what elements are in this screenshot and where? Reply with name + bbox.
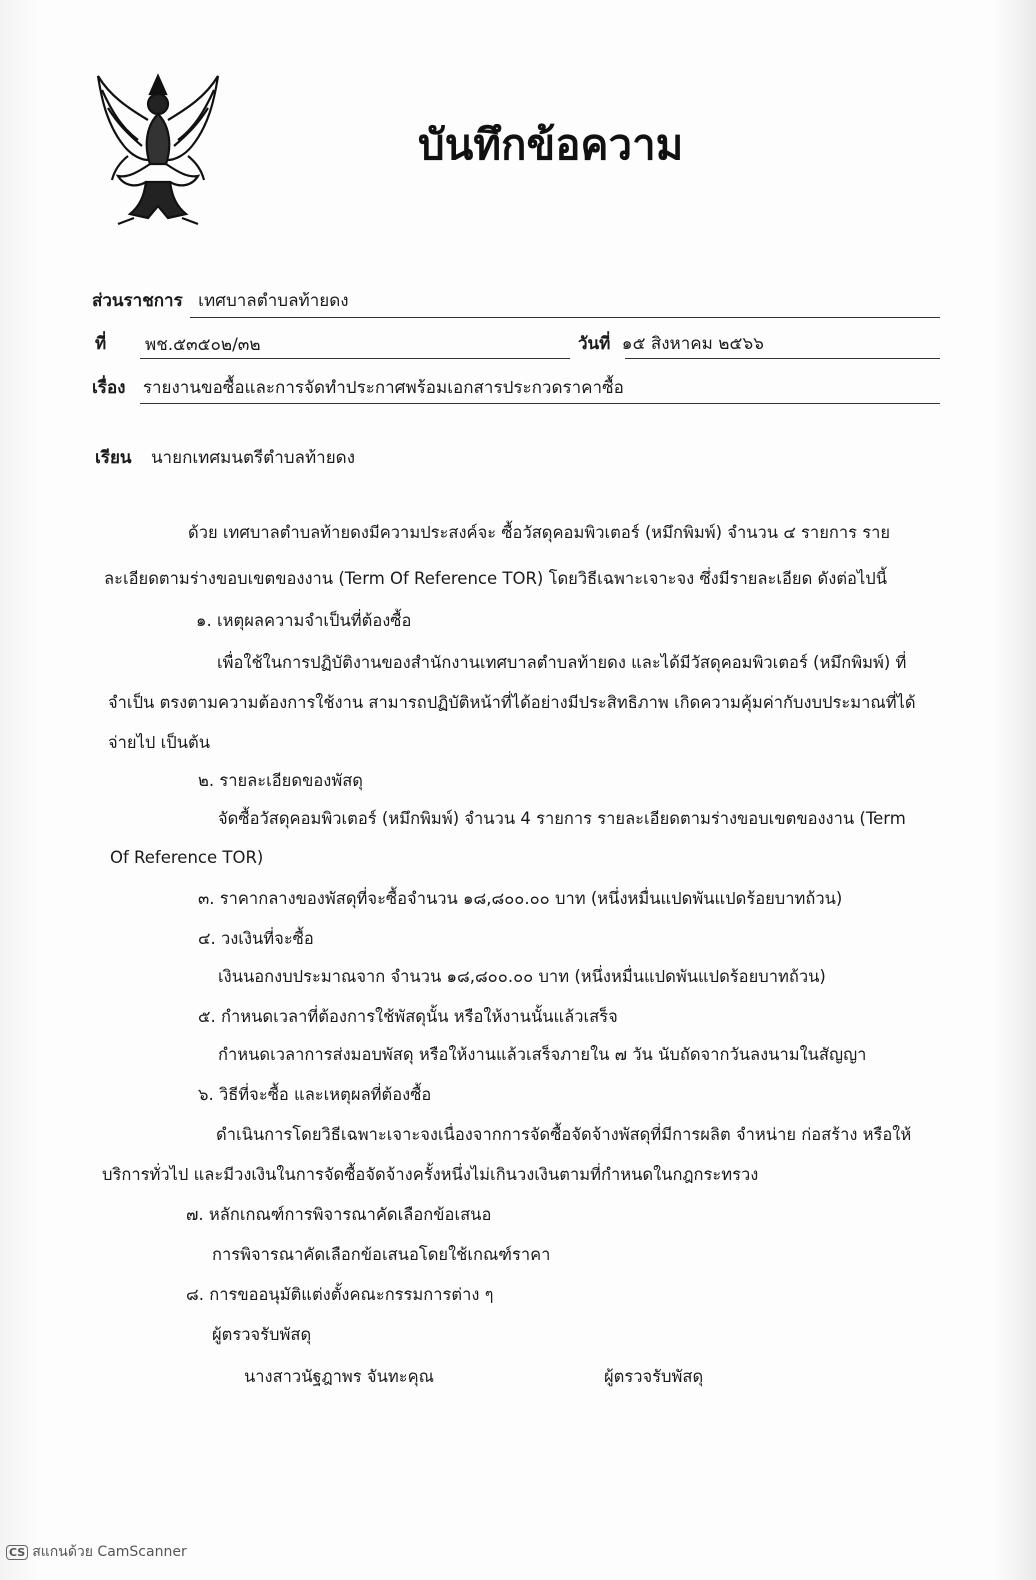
camscanner-logo-icon: CS — [6, 1545, 28, 1560]
subject-value: รายงานขอซื้อและการจัดทำประกาศพร้อมเอกสารประกวดราคาซื้อ — [142, 378, 624, 398]
section-2-heading: ๒. รายละเอียดของพัสดุ — [198, 771, 363, 790]
section-6-heading: ๖. วิธีที่จะซื้อ และเหตุผลที่ต้องซื้อ — [198, 1085, 432, 1104]
section-4-line-1: เงินนอกงบประมาณจาก จำนวน ๑๘,๘๐๐.๐๐ บาท (หนึ่งหมื่นแปดพันแปดร้อยบาทถ้วน) — [218, 967, 826, 986]
section-8-heading: ๘. การขออนุมัติแต่งตั้งคณะกรรมการต่าง ๆ — [186, 1285, 494, 1304]
section-7-heading: ๗. หลักเกณฑ์การพิจารณาคัดเลือกข้อเสนอ — [186, 1205, 492, 1224]
section-1-line-2: จำเป็น ตรงตามความต้องการใช้งาน สามารถปฏิบัติหน้าที่ได้อย่างมีประสิทธิภาพ เกิดความคุ้มค่ากับงบประมาณที่ได้ — [108, 693, 916, 712]
section-3-heading: ๓. ราคากลางของพัสดุที่จะซื้อจำนวน ๑๘,๘๐๐.๐๐ บาท (หนึ่งหมื่นแปดพันแปดร้อยบาทถ้วน) — [198, 889, 843, 908]
subject-row — [92, 374, 624, 401]
department-value: เทศบาลตำบลท้ายดง — [198, 291, 349, 311]
garuda-emblem-icon — [88, 68, 228, 228]
department-rule — [190, 317, 940, 318]
department-label: ส่วนราชการ — [92, 291, 183, 311]
scanner-watermark — [6, 1541, 187, 1563]
section-7-line-1: การพิจารณาคัดเลือกข้อเสนอโดยใช้เกณฑ์ราคา — [212, 1245, 551, 1264]
intro-line-2: ละเอียดตามร่างขอบเขตของงาน (Term Of Reference TOR) โดยวิธีเฉพาะเจาะจง ซึ่งมีรายละเอียด ดังต่อไปนี้ — [104, 569, 887, 588]
ref-rule — [140, 358, 570, 359]
section-6-line-1: ดำเนินการโดยวิธีเฉพาะเจาะจงเนื่องจากการจัดซื้อจัดจ้างพัสดุที่มีการผลิต จำหน่าย ก่อสร้าง หรือให้ — [216, 1125, 912, 1144]
ref-label: ที่ — [95, 334, 107, 354]
section-8-line-1: ผู้ตรวจรับพัสดุ — [212, 1325, 312, 1344]
section-6-line-2: บริการทั่วไป และมีวงเงินในการจัดซื้อจัดจ้างครั้งหนึ่งไม่เกินวงเงินตามที่กำหนดในกฎกระทรวง — [102, 1165, 759, 1184]
section-2-line-2: Of Reference TOR) — [110, 848, 264, 867]
date-row — [578, 330, 764, 357]
date-value: ๑๕ สิงหาคม ๒๕๖๖ — [621, 334, 764, 354]
date-label: วันที่ — [578, 334, 611, 354]
section-5-line-1: กำหนดเวลาการส่งมอบพัสดุ หรือให้งานแล้วเสร็จภายใน ๗ วัน นับถัดจากวันลงนามในสัญญา — [218, 1045, 867, 1064]
section-1-line-3: จ่ายไป เป็นต้น — [108, 733, 211, 752]
section-2-line-1: จัดซื้อวัสดุคอมพิวเตอร์ (หมึกพิมพ์) จำนวน 4 รายการ รายละเอียดตามร่างขอบเขตของงาน (Term — [218, 809, 906, 828]
section-1-line-1: เพื่อใช้ในการปฏิบัติงานของสำนักงานเทศบาลตำบลท้ายดง และได้มีวัสดุคอมพิวเตอร์ (หมึกพิมพ์) ที่ — [217, 653, 907, 672]
to-row — [95, 444, 355, 471]
intro-line-1: ด้วย เทศบาลตำบลท้ายดงมีความประสงค์จะ ซื้อวัสดุคอมพิวเตอร์ (หมึกพิมพ์) จำนวน ๔ รายการ ราย — [188, 523, 891, 542]
scanner-watermark-text: สแกนด้วย CamScanner — [32, 1544, 187, 1560]
section-1-heading: ๑. เหตุผลความจำเป็นที่ต้องซื้อ — [196, 611, 412, 630]
section-5-heading: ๕. กำหนดเวลาที่ต้องการใช้พัสดุนั้น หรือให้งานนั้นแล้วเสร็จ — [198, 1007, 618, 1026]
ref-value: พช.๕๓๕๐๒/๓๒ — [145, 335, 261, 355]
committee-member-role: ผู้ตรวจรับพัสดุ — [604, 1367, 704, 1386]
to-value: นายกเทศมนตรีตำบลท้ายดง — [150, 448, 356, 468]
to-label: เรียน — [95, 448, 132, 468]
department-row — [92, 287, 349, 314]
document-title: บันทึกข้อความ — [418, 120, 684, 169]
subject-label: เรื่อง — [92, 378, 126, 398]
date-rule — [625, 358, 940, 359]
subject-rule — [140, 403, 940, 404]
committee-member-name: นางสาวนัฐฎาพร จันทะคุณ — [244, 1367, 434, 1386]
section-4-heading: ๔. วงเงินที่จะซื้อ — [198, 929, 314, 948]
